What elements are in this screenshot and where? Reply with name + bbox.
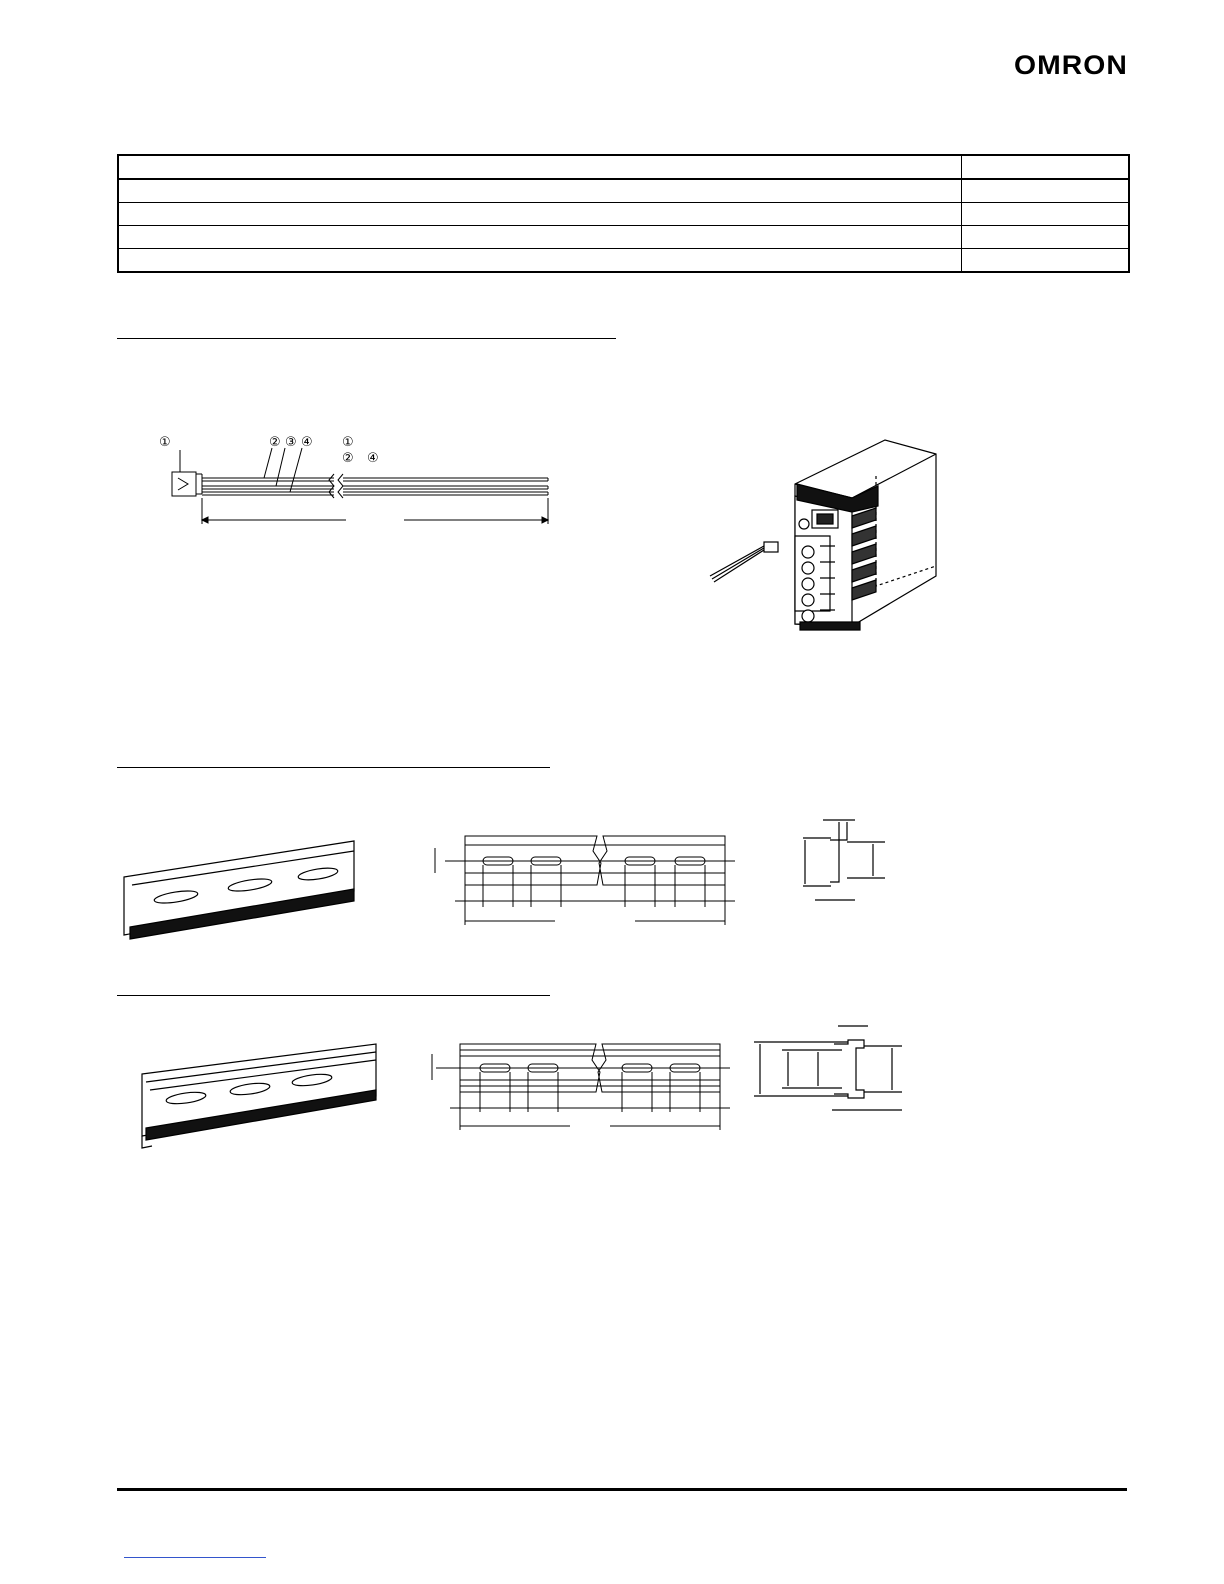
table-row: [118, 179, 1129, 203]
din-rail-1-section: [795, 812, 895, 912]
marker-4: ④: [301, 435, 313, 450]
marker-2-legend: ②: [342, 451, 354, 466]
table-cell: [962, 249, 1130, 273]
spec-table: [117, 154, 1130, 273]
marker-1-legend: ①: [342, 435, 354, 450]
cable-drawing: [150, 428, 560, 528]
section-rule-din-rail-1: [117, 767, 550, 768]
table-row: [118, 155, 1129, 179]
table-cell: [118, 226, 962, 249]
din-rail-2-section: [752, 1020, 912, 1120]
din-rail-2-top-view: [420, 1040, 740, 1135]
marker-1: ①: [159, 435, 171, 450]
table-cell: [118, 203, 962, 226]
table-cell: [962, 155, 1130, 179]
din-rail-2-perspective: [132, 1040, 382, 1160]
table-cell: [962, 203, 1130, 226]
table-row: [118, 249, 1129, 273]
section-rule-din-rail-2: [117, 995, 550, 996]
table-cell: [962, 226, 1130, 249]
table-cell: [118, 249, 962, 273]
table-row: [118, 226, 1129, 249]
omron-logo: OMRON: [1014, 50, 1128, 80]
marker-4-legend: ④: [367, 451, 379, 466]
din-rail-1-perspective: [118, 835, 368, 945]
table-cell: [118, 179, 962, 203]
din-rail-1-top-view: [425, 833, 745, 928]
table-cell: [962, 179, 1130, 203]
table-row: [118, 203, 1129, 226]
marker-2: ②: [269, 435, 281, 450]
power-supply-illustration: [700, 436, 950, 646]
footer-link-underline[interactable]: [124, 1557, 266, 1558]
table-cell: [118, 155, 962, 179]
marker-3: ③: [285, 435, 297, 450]
section-rule-cable: [117, 338, 616, 339]
footer-rule: [117, 1488, 1127, 1491]
